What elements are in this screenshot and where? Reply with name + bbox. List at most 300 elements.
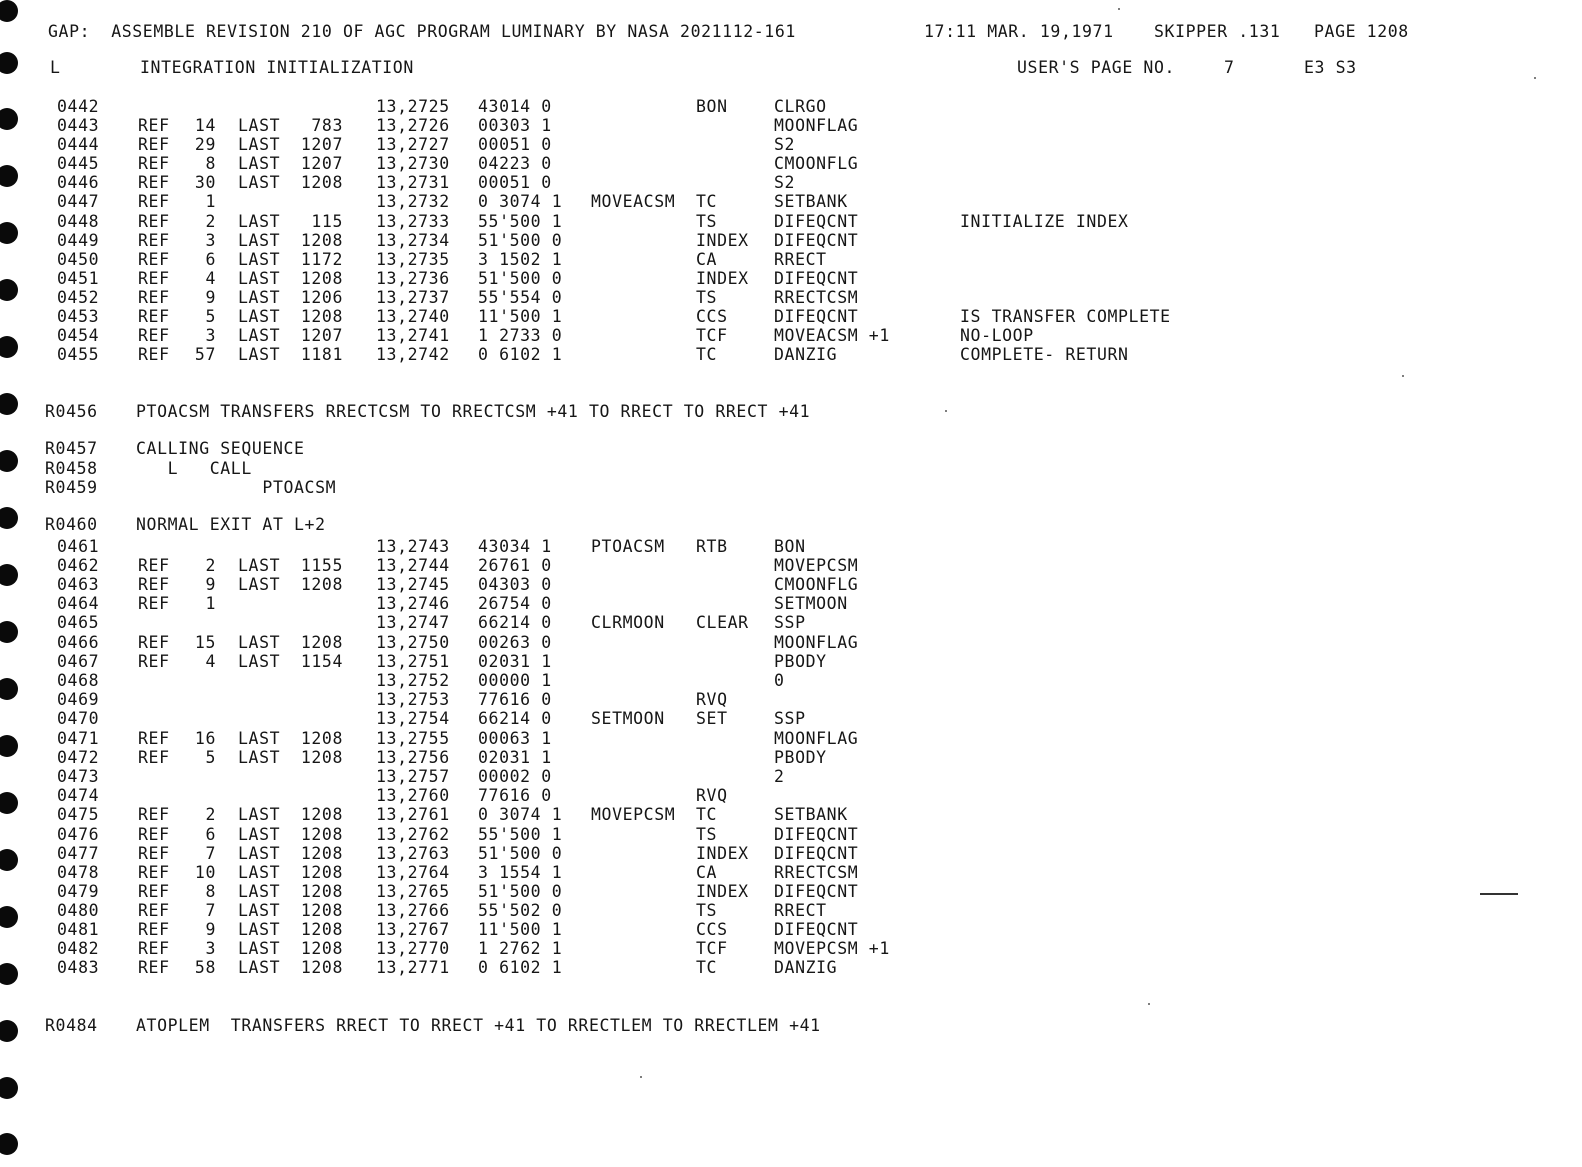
memory-address: 13,2760 [376,786,450,805]
octal-code: 43014 0 [478,97,552,116]
ref-keyword: REF [138,805,170,824]
operand: RRECT [774,901,827,920]
ref-keyword: REF [138,154,170,173]
operand: SETMOON [774,594,848,613]
operand: DIFEQCNT [774,231,859,250]
line-number: 0481 [57,920,100,939]
opcode: TC [696,345,718,364]
operand: PBODY [774,652,827,671]
line-number: 0443 [57,116,100,135]
last-page: 1207 [300,154,343,173]
operand: 2 [774,767,785,786]
memory-address: 13,2740 [376,307,450,326]
last-keyword: LAST [238,901,281,920]
last-page: 1208 [300,844,343,863]
last-keyword: LAST [238,307,281,326]
memory-address: 13,2770 [376,939,450,958]
octal-code: 11'500 1 [478,307,563,326]
users-page-number: 7 [1224,58,1235,77]
line-number: 0476 [57,825,100,844]
symbol-label: MOVEPCSM [591,805,676,824]
ref-count: 30 [194,173,216,192]
comment: IS TRANSFER COMPLETE [960,307,1171,326]
ref-keyword: REF [138,192,170,211]
operand: SETBANK [774,805,848,824]
octal-code: 02031 1 [478,748,552,767]
operand: DIFEQCNT [774,844,859,863]
symbol-label: CLRMOON [591,613,665,632]
remark-text: L CALL [136,459,252,478]
memory-address: 13,2767 [376,920,450,939]
header-page: PAGE 1208 [1314,22,1409,41]
operand: CMOONFLG [774,154,859,173]
operand: DIFEQCNT [774,269,859,288]
punch-hole [0,678,18,700]
last-keyword: LAST [238,958,281,977]
opcode: CA [696,863,718,882]
last-page: 1154 [300,652,343,671]
octal-code: 55'502 0 [478,901,563,920]
punch-hole [0,1133,18,1155]
header-timestamp: 17:11 MAR. 19,1971 [924,22,1114,41]
remark-text: CALLING SEQUENCE [136,439,305,458]
last-page: 1208 [300,939,343,958]
ref-count: 6 [205,250,216,269]
octal-code: 51'500 0 [478,882,563,901]
operand: DANZIG [774,345,838,364]
memory-address: 13,2746 [376,594,450,613]
ref-count: 9 [205,920,216,939]
remark-text: ATOPLEM TRANSFERS RRECT TO RRECT +41 TO RRECTLEM TO RRECTLEM +41 [136,1016,821,1035]
last-page: 115 [311,212,343,231]
last-page: 1208 [300,231,343,250]
line-number: 0466 [57,633,100,652]
operand: MOVEPCSM [774,556,859,575]
symbol-label: MOVEACSM [591,192,676,211]
last-keyword: LAST [238,805,281,824]
last-keyword: LAST [238,250,281,269]
line-number: 0454 [57,326,100,345]
last-keyword: LAST [238,920,281,939]
comment: INITIALIZE INDEX [960,212,1129,231]
line-number: 0467 [57,652,100,671]
last-page: 1208 [300,575,343,594]
margin-mark [1480,893,1518,895]
last-page: 1208 [300,748,343,767]
octal-code: 1 2762 1 [478,939,563,958]
last-page: 1172 [300,250,343,269]
ref-keyword: REF [138,825,170,844]
line-number: 0483 [57,958,100,977]
operand: BON [774,537,806,556]
last-page: 1208 [300,173,343,192]
octal-code: 77616 0 [478,690,552,709]
header-title: GAP: ASSEMBLE REVISION 210 OF AGC PROGRAM LUMINARY BY NASA 2021112-161 [48,22,796,41]
ref-count: 2 [205,556,216,575]
section-title: INTEGRATION INITIALIZATION [140,58,414,77]
last-keyword: LAST [238,575,281,594]
octal-code: 66214 0 [478,709,552,728]
memory-address: 13,2753 [376,690,450,709]
memory-address: 13,2757 [376,767,450,786]
opcode: BON [696,97,728,116]
ref-keyword: REF [138,307,170,326]
last-keyword: LAST [238,939,281,958]
ref-keyword: REF [138,901,170,920]
speck [1148,1003,1150,1005]
opcode: INDEX [696,231,749,250]
last-page: 1181 [300,345,343,364]
memory-address: 13,2742 [376,345,450,364]
ref-keyword: REF [138,863,170,882]
last-page: 1208 [300,269,343,288]
opcode: TC [696,192,718,211]
ref-keyword: REF [138,326,170,345]
punch-hole [0,849,18,871]
octal-code: 00263 0 [478,633,552,652]
remark-id: R0458 [45,459,98,478]
last-keyword: LAST [238,135,281,154]
ref-count: 3 [205,326,216,345]
memory-address: 13,2764 [376,863,450,882]
operand: CMOONFLG [774,575,859,594]
ref-keyword: REF [138,844,170,863]
ref-keyword: REF [138,556,170,575]
ref-keyword: REF [138,633,170,652]
octal-code: 00303 1 [478,116,552,135]
comment: COMPLETE- RETURN [960,345,1129,364]
opcode: INDEX [696,882,749,901]
opcode: CCS [696,920,728,939]
last-keyword: LAST [238,173,281,192]
punch-hole [0,0,18,22]
last-page: 1207 [300,135,343,154]
line-number: 0463 [57,575,100,594]
octal-code: 1 2733 0 [478,326,563,345]
ref-keyword: REF [138,882,170,901]
punch-hole [0,336,18,358]
ref-keyword: REF [138,269,170,288]
last-page: 1208 [300,805,343,824]
opcode: RVQ [696,690,728,709]
ref-count: 29 [194,135,216,154]
octal-code: 0 3074 1 [478,192,563,211]
memory-address: 13,2725 [376,97,450,116]
ref-keyword: REF [138,939,170,958]
line-number: 0471 [57,729,100,748]
punch-hole [0,222,18,244]
memory-address: 13,2744 [376,556,450,575]
punch-hole [0,564,18,586]
users-page-label: USER'S PAGE NO. [1017,58,1176,77]
last-keyword: LAST [238,652,281,671]
punch-hole [0,279,18,301]
operand: MOONFLAG [774,633,859,652]
ref-keyword: REF [138,173,170,192]
last-page: 1207 [300,326,343,345]
symbol-label: SETMOON [591,709,665,728]
comment: NO-LOOP [960,326,1034,345]
ref-count: 57 [194,345,216,364]
ref-count: 7 [205,901,216,920]
octal-code: 00051 0 [478,135,552,154]
ref-keyword: REF [138,920,170,939]
speck [640,1076,642,1078]
ref-count: 9 [205,288,216,307]
ref-keyword: REF [138,212,170,231]
operand: S2 [774,135,796,154]
memory-address: 13,2733 [376,212,450,231]
line-number: 0442 [57,97,100,116]
octal-code: 11'500 1 [478,920,563,939]
opcode: TS [696,212,718,231]
punch-hole [0,450,18,472]
punch-hole [0,1077,18,1099]
octal-code: 55'500 1 [478,212,563,231]
memory-address: 13,2726 [376,116,450,135]
ref-count: 7 [205,844,216,863]
last-keyword: LAST [238,748,281,767]
operand: DANZIG [774,958,838,977]
operand: CLRGO [774,97,827,116]
page-header [0,22,1409,42]
opcode: TCF [696,326,728,345]
memory-address: 13,2732 [376,192,450,211]
memory-address: 13,2762 [376,825,450,844]
octal-code: 04303 0 [478,575,552,594]
octal-code: 00002 0 [478,767,552,786]
line-number: 0465 [57,613,100,632]
operand: RRECTCSM [774,288,859,307]
ref-count: 3 [205,231,216,250]
subheader-marker: L [50,58,61,77]
speck [1402,375,1404,377]
line-number: 0445 [57,154,100,173]
memory-address: 13,2747 [376,613,450,632]
opcode: TS [696,825,718,844]
last-keyword: LAST [238,231,281,250]
opcode: INDEX [696,844,749,863]
line-number: 0449 [57,231,100,250]
ref-count: 15 [194,633,216,652]
operand: MOONFLAG [774,116,859,135]
operand: DIFEQCNT [774,882,859,901]
ref-keyword: REF [138,594,170,613]
memory-address: 13,2727 [376,135,450,154]
ref-count: 5 [205,748,216,767]
last-keyword: LAST [238,825,281,844]
remark-text: PTOACSM [136,478,337,497]
operand: PBODY [774,748,827,767]
ref-count: 5 [205,307,216,326]
octal-code: 0 6102 1 [478,958,563,977]
memory-address: 13,2736 [376,269,450,288]
punch-hole [0,621,18,643]
ref-count: 4 [205,652,216,671]
ref-keyword: REF [138,288,170,307]
memory-address: 13,2766 [376,901,450,920]
ref-keyword: REF [138,135,170,154]
memory-address: 13,2754 [376,709,450,728]
line-number: 0475 [57,805,100,824]
page-codes: E3 S3 [1304,58,1357,77]
ref-count: 16 [194,729,216,748]
octal-code: 51'500 0 [478,269,563,288]
memory-address: 13,2751 [376,652,450,671]
last-page: 1208 [300,901,343,920]
ref-keyword: REF [138,250,170,269]
last-page: 1208 [300,633,343,652]
last-keyword: LAST [238,288,281,307]
line-number: 0453 [57,307,100,326]
last-page: 1206 [300,288,343,307]
line-number: 0447 [57,192,100,211]
last-keyword: LAST [238,729,281,748]
opcode: INDEX [696,269,749,288]
operand: RRECTCSM [774,863,859,882]
last-keyword: LAST [238,116,281,135]
ref-count: 10 [194,863,216,882]
memory-address: 13,2731 [376,173,450,192]
last-keyword: LAST [238,212,281,231]
octal-code: 04223 0 [478,154,552,173]
last-page: 783 [311,116,343,135]
operand: DIFEQCNT [774,212,859,231]
last-page: 1208 [300,920,343,939]
operand: DIFEQCNT [774,825,859,844]
operand: S2 [774,173,796,192]
line-number: 0468 [57,671,100,690]
punch-hole [0,963,18,985]
line-number: 0450 [57,250,100,269]
ref-keyword: REF [138,729,170,748]
memory-address: 13,2741 [376,326,450,345]
octal-code: 00051 0 [478,173,552,192]
operand: 0 [774,671,785,690]
ref-keyword: REF [138,575,170,594]
last-page: 1208 [300,863,343,882]
last-keyword: LAST [238,882,281,901]
last-keyword: LAST [238,154,281,173]
last-page: 1208 [300,825,343,844]
ref-count: 14 [194,116,216,135]
octal-code: 77616 0 [478,786,552,805]
last-keyword: LAST [238,844,281,863]
memory-address: 13,2743 [376,537,450,556]
punch-hole [0,792,18,814]
octal-code: 3 1554 1 [478,863,563,882]
punch-hole [0,735,18,757]
ref-count: 6 [205,825,216,844]
ref-count: 1 [205,192,216,211]
line-number: 0462 [57,556,100,575]
punch-hole [0,393,18,415]
remark-id: R0484 [45,1016,98,1035]
operand: RRECT [774,250,827,269]
octal-code: 02031 1 [478,652,552,671]
octal-code: 0 3074 1 [478,805,563,824]
ref-keyword: REF [138,958,170,977]
octal-code: 66214 0 [478,613,552,632]
operand: DIFEQCNT [774,920,859,939]
remark-text: NORMAL EXIT AT L+2 [136,515,326,534]
line-number: 0446 [57,173,100,192]
opcode: SET [696,709,728,728]
remark-id: R0459 [45,478,98,497]
ref-keyword: REF [138,748,170,767]
remark-id: R0457 [45,439,98,458]
octal-code: 0 6102 1 [478,345,563,364]
operand: SSP [774,613,806,632]
ref-count: 2 [205,805,216,824]
operand: MOVEACSM +1 [774,326,890,345]
line-number: 0482 [57,939,100,958]
octal-code: 3 1502 1 [478,250,563,269]
ref-count: 4 [205,269,216,288]
memory-address: 13,2756 [376,748,450,767]
memory-address: 13,2737 [376,288,450,307]
operand: SETBANK [774,192,848,211]
opcode: CLEAR [696,613,749,632]
line-number: 0477 [57,844,100,863]
last-keyword: LAST [238,345,281,364]
ref-count: 58 [194,958,216,977]
opcode: TS [696,288,718,307]
last-page: 1208 [300,882,343,901]
last-page: 1208 [300,729,343,748]
ref-count: 9 [205,575,216,594]
line-number: 0451 [57,269,100,288]
punch-hole [0,906,18,928]
last-keyword: LAST [238,326,281,345]
line-number: 0472 [57,748,100,767]
ref-keyword: REF [138,231,170,250]
memory-address: 13,2761 [376,805,450,824]
opcode: RVQ [696,786,728,805]
memory-address: 13,2745 [376,575,450,594]
memory-address: 13,2730 [376,154,450,173]
punch-hole [0,1020,18,1042]
opcode: RTB [696,537,728,556]
memory-address: 13,2735 [376,250,450,269]
last-keyword: LAST [238,556,281,575]
opcode: TS [696,901,718,920]
octal-code: 55'500 1 [478,825,563,844]
memory-address: 13,2765 [376,882,450,901]
ref-keyword: REF [138,345,170,364]
octal-code: 51'500 0 [478,844,563,863]
line-number: 0461 [57,537,100,556]
octal-code: 26754 0 [478,594,552,613]
ref-count: 1 [205,594,216,613]
opcode: CCS [696,307,728,326]
opcode: TC [696,805,718,824]
ref-keyword: REF [138,652,170,671]
ref-count: 2 [205,212,216,231]
memory-address: 13,2752 [376,671,450,690]
octal-code: 00063 1 [478,729,552,748]
speck [1534,77,1536,79]
octal-code: 26761 0 [478,556,552,575]
speck [1118,8,1120,10]
operand: MOONFLAG [774,729,859,748]
remark-id: R0456 [45,402,98,421]
line-number: 0478 [57,863,100,882]
memory-address: 13,2734 [376,231,450,250]
ref-count: 8 [205,154,216,173]
last-page: 1208 [300,958,343,977]
last-keyword: LAST [238,863,281,882]
